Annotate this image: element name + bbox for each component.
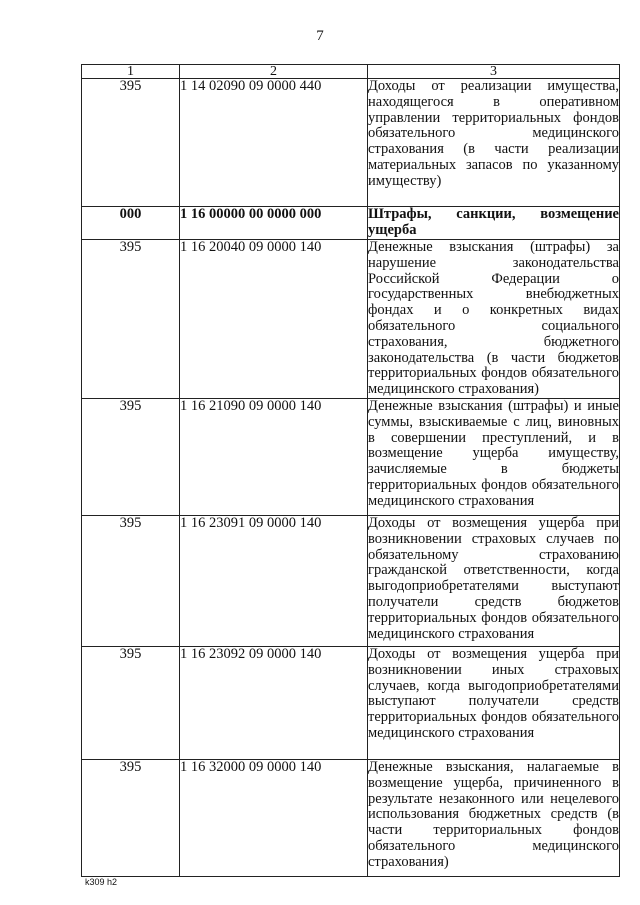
description-cell: Доходы от возмещения ущерба при возникновении страховых случаев по обязательному страхованию гражданской ответственности, когда выгодоприобретателями выступают получатели средств бюджетов территориальных фондов обязательного медицинского страхования bbox=[368, 515, 620, 646]
description-cell: Доходы от реализации имущества, находящегося в оперативном управлении территориальных фондов обязательного медицинского страхования (в части реализации материальных запасов по указанному имуществу) bbox=[368, 79, 620, 207]
description-cell: Доходы от возмещения ущерба при возникновении иных страховых случаев, когда выгодоприобретателями выступают получатели средств территориальных фондов обязательного медицинского страхования bbox=[368, 646, 620, 759]
kbk-code-cell: 1 16 20040 09 0000 140 bbox=[180, 240, 368, 399]
description-cell: Штрафы, санкции, возмещение ущерба bbox=[368, 206, 619, 238]
kbk-code-cell: 1 16 32000 09 0000 140 bbox=[180, 759, 368, 876]
table-row bbox=[82, 79, 620, 207]
table-row bbox=[82, 759, 620, 876]
admin-code-cell: 395 bbox=[82, 398, 180, 515]
column-header-2: 2 bbox=[180, 65, 368, 79]
admin-code-cell: 395 bbox=[82, 240, 180, 399]
table-row bbox=[82, 515, 620, 646]
table-row bbox=[82, 398, 620, 515]
description-cell: Денежные взыскания (штрафы) и иные суммы, взыскиваемые с лиц, виновных в совершении преступлений, и в возмещение ущерба имуществу, зачисляемые в бюджеты территориальных фондов обязательного медицинского страхования bbox=[368, 398, 620, 515]
table-row bbox=[82, 646, 620, 759]
document-footer-code: k309 h2 bbox=[85, 877, 118, 887]
kbk-code-cell: 1 16 00000 00 0000 000 bbox=[180, 207, 368, 240]
column-header-3: 3 bbox=[368, 65, 620, 79]
admin-code-cell: 395 bbox=[82, 759, 180, 876]
admin-code-cell: 000 bbox=[82, 207, 180, 240]
admin-code-cell: 395 bbox=[82, 646, 180, 759]
admin-code-cell: 395 bbox=[82, 515, 180, 646]
admin-code-cell: 395 bbox=[82, 79, 180, 207]
kbk-code-cell: 1 16 21090 09 0000 140 bbox=[180, 398, 368, 515]
kbk-code-cell: 1 16 23091 09 0000 140 bbox=[180, 515, 368, 646]
table-row bbox=[82, 240, 620, 399]
description-cell: Денежные взыскания, налагаемые в возмещение ущерба, причиненного в результате незаконного или нецелевого использования бюджетных средств (в части территориальных фондов обязательного медицинского страхования) bbox=[368, 759, 620, 876]
kbk-code-cell: 1 14 02090 09 0000 440 bbox=[180, 79, 368, 207]
column-header-1: 1 bbox=[82, 65, 180, 79]
kbk-code-cell: 1 16 23092 09 0000 140 bbox=[180, 646, 368, 759]
page-number: 7 bbox=[316, 28, 324, 44]
revenue-codes-table bbox=[81, 64, 620, 877]
table-row bbox=[82, 207, 620, 240]
table-header-row bbox=[82, 65, 620, 79]
description-cell: Денежные взыскания (штрафы) за нарушение законодательства Российской Федерации о государственных внебюджетных фондах и о конкретных видах обязательного социального страхования, бюджетного законодательства (в части бюджетов территориальных фондов обязательного медицинского страхования) bbox=[368, 239, 619, 398]
